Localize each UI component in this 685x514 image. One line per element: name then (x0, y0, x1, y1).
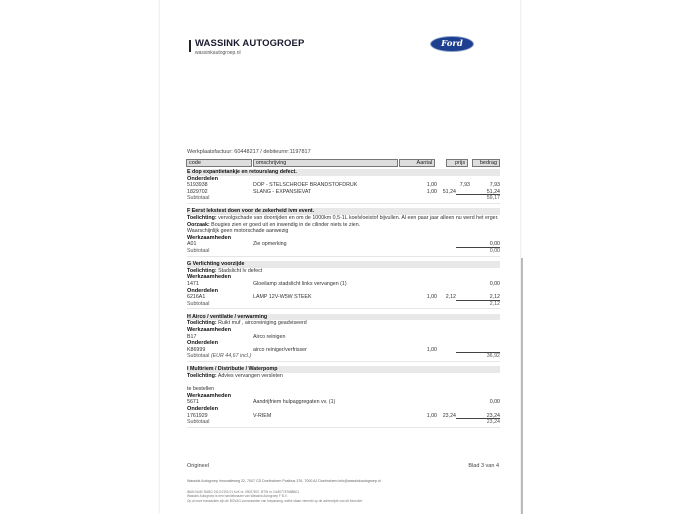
note-text: Bougies zien er goed uit en inwendig in de cilinder niets te zien. (211, 221, 361, 228)
fine-line: Op al onze transacties zijn de BOVAG-voorwaarden van toepassing, welke staan vermeld op de achterzijde van dit formulier. (187, 498, 363, 503)
subtotal-amount: 2,12 (489, 300, 500, 307)
note-text (187, 380, 500, 387)
cell-desc: Aandrijfriem hulpaggregaten vv. (1) (253, 399, 336, 406)
cell-desc: V-RIEM (253, 412, 272, 419)
cell-amount: 7,93 (489, 182, 500, 189)
table-row (187, 189, 500, 196)
note-text: Advies vervangen versleten (217, 373, 283, 380)
cell-qty (400, 399, 437, 406)
cell-code: 6216A1 (187, 294, 206, 301)
cell-desc: airco reiniger/verfrisser (253, 346, 307, 353)
cell-amount: 51,24 (456, 189, 500, 196)
subtotal-row (187, 248, 500, 255)
col-code: code (186, 159, 252, 167)
section-title: F Eerst lekstest doen voor de zekerheid ivm event. (187, 208, 500, 215)
cell-desc: SLANG - EXPANSIEVAT (253, 188, 312, 195)
note-text: Stadslicht lv defect (218, 267, 263, 274)
subtotal-amount: 59,17 (486, 195, 500, 202)
invoice-section (187, 169, 500, 204)
original-label: Origineel (187, 463, 210, 469)
subtotal-label (187, 353, 251, 360)
table-row (187, 399, 500, 406)
note-line (187, 215, 500, 222)
cell-qty (400, 281, 437, 288)
section-title: I Multiriem / Distributie / Waterpomp (187, 366, 500, 373)
group-label: Onderdelen (187, 340, 219, 347)
subtotal-amount: 0,00 (489, 248, 500, 255)
subtotal-incl: (EUR 44,67 incl.) (210, 353, 252, 360)
invoice-section (187, 208, 500, 256)
invoice-section (187, 314, 500, 362)
col-description: omschrijving (253, 159, 398, 167)
section-title: E dop expantietankje en retourslang defect. (187, 169, 500, 176)
brand-name: WASSINK AUTOGROEP (195, 38, 305, 49)
cell-qty: 1,00 (426, 188, 437, 195)
cell-code: A01 (187, 241, 197, 248)
cell-price (437, 347, 456, 354)
invoice-number: Werkplaatsfactuur: 60448217 / debiteurnr:1197817 (187, 149, 311, 155)
cell-qty: 1,00 (426, 346, 437, 353)
group-label: Onderdelen (187, 175, 219, 182)
subtotal-label (187, 419, 209, 426)
cell-amount: 23,24 (456, 413, 500, 420)
cell-price: 23,24 (442, 412, 456, 419)
subtotal-text: Subtotaal (187, 419, 210, 426)
fine-line: Wassink Autogroep is een handelsnaam van Wassink Autogroep F B.V. (187, 494, 288, 499)
subtotal-text: Subtotaal (187, 195, 210, 202)
cell-code: 1829702 (187, 188, 208, 195)
invoice-section (187, 366, 500, 427)
note-text: Waarschijnlijk geen motorschade aanwezig (187, 228, 289, 235)
cell-qty (400, 334, 437, 341)
group-label: Werkzaamheden (187, 274, 232, 281)
cell-qty (400, 241, 437, 248)
cell-price (437, 399, 470, 406)
cell-desc: Gloeilamp stadslicht links vervangen (1) (253, 280, 347, 287)
subtotal-label (187, 248, 209, 255)
table-row (187, 182, 500, 189)
cell-price: 7,93 (459, 182, 470, 189)
subtotal-row (187, 353, 500, 360)
ford-logo: Ford (430, 36, 474, 52)
cell-code: 1471 (187, 280, 199, 287)
fine-line: IBAN NL80 RABO 0113 0193 01 KvK nr. 09027807, BTW nr. NL807787688B01 (187, 490, 300, 494)
note-text: Ruikt muf , aircoreiniging geadviseerd (218, 320, 307, 327)
note-key: Toelichting: (187, 373, 217, 380)
brand-divider (189, 40, 191, 52)
table-row (187, 241, 500, 248)
subtotal-text: Subtotaal (187, 248, 210, 255)
subtotal-row (187, 301, 500, 308)
note-text: vervolgschade van doorrijden en om de 1000km 0,5-1L koelvloeistof bijvullen. Al een paar jaar alleen nu werd het erger. (218, 215, 499, 222)
table-row (187, 334, 500, 341)
cell-amount: 2,12 (456, 294, 500, 301)
section-title: G Verlichting voorzijde (187, 261, 500, 268)
cell-price (437, 241, 456, 248)
footer-fineprint (187, 490, 363, 503)
note-key: Oorzaak: (187, 221, 210, 228)
table-row (187, 413, 500, 420)
cell-desc: Airco reinigen (253, 333, 286, 340)
section-title: H Airco / ventilatie / verwarming (187, 314, 500, 321)
subtotal-row (187, 419, 500, 426)
subtotal-text: Subtotaal (187, 300, 210, 307)
col-quantity: Aantal (399, 159, 435, 167)
cell-desc: DOP - STELSCHROEF BRANDSTOFDRUK (253, 182, 358, 189)
cell-amount (456, 347, 500, 354)
cell-price (437, 281, 470, 288)
cell-desc: Zie opmerking (253, 241, 287, 248)
cell-code: 5671 (187, 399, 199, 406)
invoice-lines (187, 169, 500, 432)
cell-price (437, 334, 470, 341)
invoice-section (187, 261, 500, 309)
group-label: Onderdelen (187, 287, 219, 294)
cell-amount: 0,00 (489, 399, 500, 406)
group-label: Onderdelen (187, 406, 219, 412)
note-text: te bestellen (187, 386, 215, 393)
brand-website: wassinkautogroep.nl (195, 50, 241, 56)
cell-code: 5193938 (187, 182, 208, 189)
cell-qty: 1,00 (426, 182, 437, 189)
subtotal-row (187, 195, 500, 202)
cell-amount: 0,00 (456, 241, 500, 248)
scrollbar[interactable] (521, 258, 523, 514)
subtotal-amount: 23,24 (486, 419, 500, 426)
table-row (187, 281, 500, 288)
cell-amount (470, 334, 500, 341)
group-label: Werkzaamheden (187, 392, 232, 399)
subtotal-amount: 36,92 (486, 353, 500, 360)
cell-amount: 0,00 (489, 280, 500, 287)
note-line (187, 320, 500, 327)
table-row (187, 347, 500, 354)
group-label: Werkzaamheden (187, 234, 232, 241)
table-header (186, 159, 500, 167)
subtotal-label (187, 301, 209, 308)
cell-code: 1761929 (187, 412, 208, 419)
note-line (187, 268, 500, 275)
note-key: Toelichting: (187, 215, 217, 222)
cell-qty: 1,00 (426, 412, 437, 419)
cell-qty: 1,00 (426, 294, 437, 301)
subtotal-text: Subtotaal (187, 353, 210, 360)
group-label: Werkzaamheden (187, 326, 232, 333)
note-key: Toelichting: (187, 320, 217, 327)
col-price: prijs (446, 159, 468, 167)
cell-price: 2,12 (445, 294, 456, 301)
note-line (187, 373, 500, 380)
table-row (187, 294, 500, 301)
cell-price: 51,24 (442, 188, 456, 195)
footer-address: Wassink Autogroep Innovatieweg 22, 7007 CD Doetinchem Postbus 376, 7000 AJ Doetinchem info@wassinkautogroep.nl (187, 479, 381, 483)
page-indicator: Blad 3 van 4 (468, 463, 499, 469)
cell-desc: LAMP 12V-W5W STEEK (253, 294, 312, 301)
subtotal-label (187, 195, 209, 202)
col-amount: bedrag (472, 159, 500, 167)
note-line (187, 222, 500, 229)
cell-code: B17 (187, 333, 197, 340)
cell-code: K86999 (187, 346, 206, 353)
note-key: Toelichting: (187, 267, 217, 274)
